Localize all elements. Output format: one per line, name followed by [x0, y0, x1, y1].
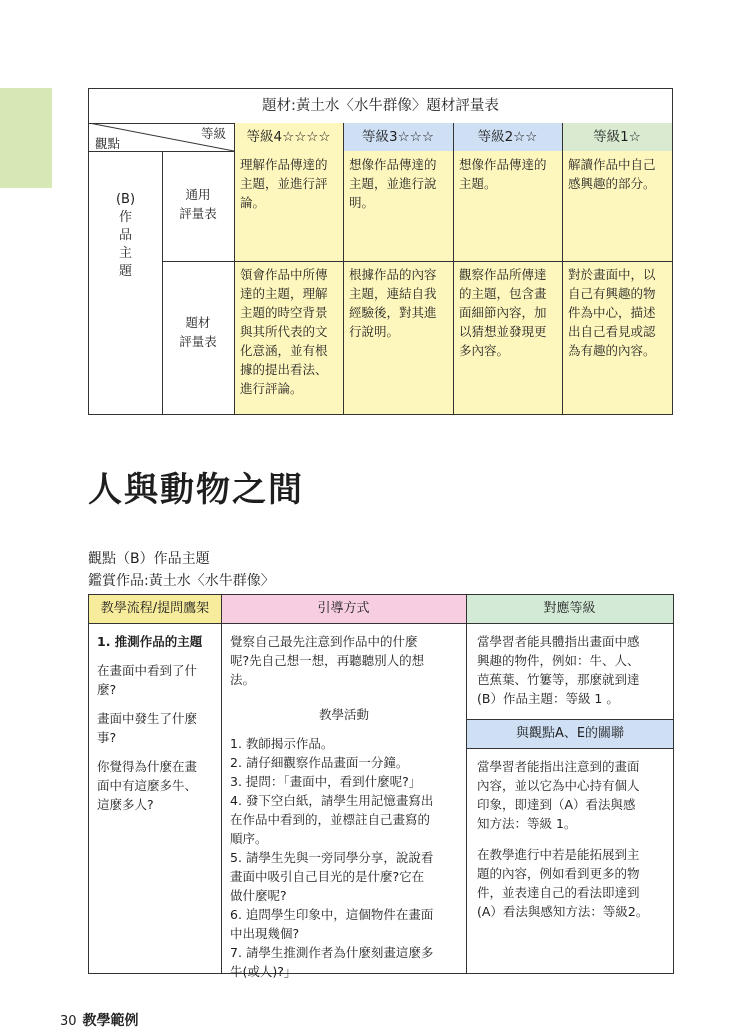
artwork-line: 鑑賞作品:黃土水〈水牛群像〉 — [88, 573, 275, 589]
level-header-2: 等級2☆☆ — [453, 123, 562, 151]
general-level-1: 解讀作品中自己 感興趣的部分。 — [562, 151, 672, 261]
level-header-1: 等級1☆ — [562, 123, 672, 151]
topic-level-4: 領會作品中所傳 達的主題，理解 主題的時空背景 與其所代表的文 化意涵，並有根 據的提出看法、 進行評論。 — [234, 261, 343, 414]
side-tab — [0, 88, 52, 188]
activity-title: 教學活動 — [318, 707, 369, 722]
row-label-general: 通用 評量表 — [179, 187, 217, 221]
relation-text-column — [467, 749, 673, 929]
corner-level-label: 等級 — [200, 126, 226, 141]
general-level-4: 理解作品傳達的 主題，並進行評 論。 — [234, 151, 343, 261]
guidance-intro: 覺察自己最先注意到作品中的什麼 呢?先自己想一想，再聽聽別人的想 法。 — [230, 634, 425, 687]
process-column — [89, 624, 221, 822]
corner-cell — [89, 123, 234, 151]
page-number: 30 — [60, 1014, 77, 1029]
step-title: 1. 推測作品的主題 — [97, 634, 203, 649]
level-header-4: 等級4☆☆☆☆ — [234, 123, 343, 151]
table-title: 題材:黃土水〈水牛群像〉題材評量表 — [262, 98, 499, 114]
assessment-table — [88, 88, 673, 415]
general-level-2: 想像作品傳達的 主題。 — [453, 151, 562, 261]
header-level: 對應等級 — [466, 595, 673, 623]
page-footer — [60, 1010, 139, 1030]
row-label-topic: 題材 評量表 — [179, 315, 217, 349]
question-2: 畫面中發生了什麼 事? — [97, 711, 198, 745]
question-3: 你覺得為什麼在畫 面中有這麼多牛、 這麼多人? — [97, 759, 198, 812]
level-top-text: 當學習者能具體指出畫面中感 興趣的物件，例如：牛、人、 芭蕉葉、竹簍等，那麼就到達 (B）作品主題：等級 1 。 — [477, 634, 640, 706]
relation-subheader: 與觀點A、E的關聯 — [467, 720, 673, 748]
general-level-3: 想像作品傳達的 主題，並進行說 明。 — [343, 151, 453, 261]
relation-text-2: 在教學進行中若是能拓展到主 題的內容，例如看到更多的物 件，並表達自己的看法即達到 (A）看法與感知方法：等級2。 — [477, 847, 649, 919]
viewpoint-cell: (B) 作 品 主 題 — [115, 192, 136, 279]
header-guidance: 引導方式 — [221, 595, 466, 623]
guidance-column — [222, 624, 466, 989]
header-process: 教學流程/提問鷹架 — [89, 595, 221, 623]
activity-steps: 1. 教師揭示作品。 2. 請仔細觀察作品畫面一分鐘。 3. 提問：「畫面中，看到什麼呢?」 4. 發下空白紙，請學生用記憶畫寫出 在作品中看到的，並標註自己畫寫的 順序。 5. 請學生先與一旁同學分享，說說看 畫面中吸引自己目光的是什麼?它在 做什麼呢? 6. 追問學生印象中，這個物件在畫面 中出現幾個? 7. 請學生推測作者為什麼刻畫這麼多 牛(或人)?」 — [230, 736, 434, 979]
teaching-table — [88, 594, 674, 979]
topic-level-3: 根據作品的內容 主題，連結自我 經驗後，對其進 行說明。 — [343, 261, 453, 414]
relation-text-1: 當學習者能指出注意到的畫面 內容，並以它為中心持有個人 印象，即達到（A）看法與感 知方法：等級 1。 — [477, 759, 640, 831]
viewpoint-line: 觀點（B）作品主題 — [88, 551, 210, 567]
topic-level-1: 對於畫面中，以 自己有興趣的物 件為中心，描述 出自己看見或認 為有趣的內容。 — [562, 261, 672, 414]
corner-view-label: 觀點 — [95, 136, 121, 151]
level-header-3: 等級3☆☆☆ — [343, 123, 453, 151]
section-heading: 人與動物之間 — [88, 470, 304, 510]
topic-level-2: 觀察作品所傳達 的主題，包含畫 面細節內容，加 以猜想並發現更 多內容。 — [453, 261, 562, 414]
question-1: 在畫面中看到了什 麼? — [97, 663, 198, 697]
footer-label: 教學範例 — [82, 1013, 139, 1029]
